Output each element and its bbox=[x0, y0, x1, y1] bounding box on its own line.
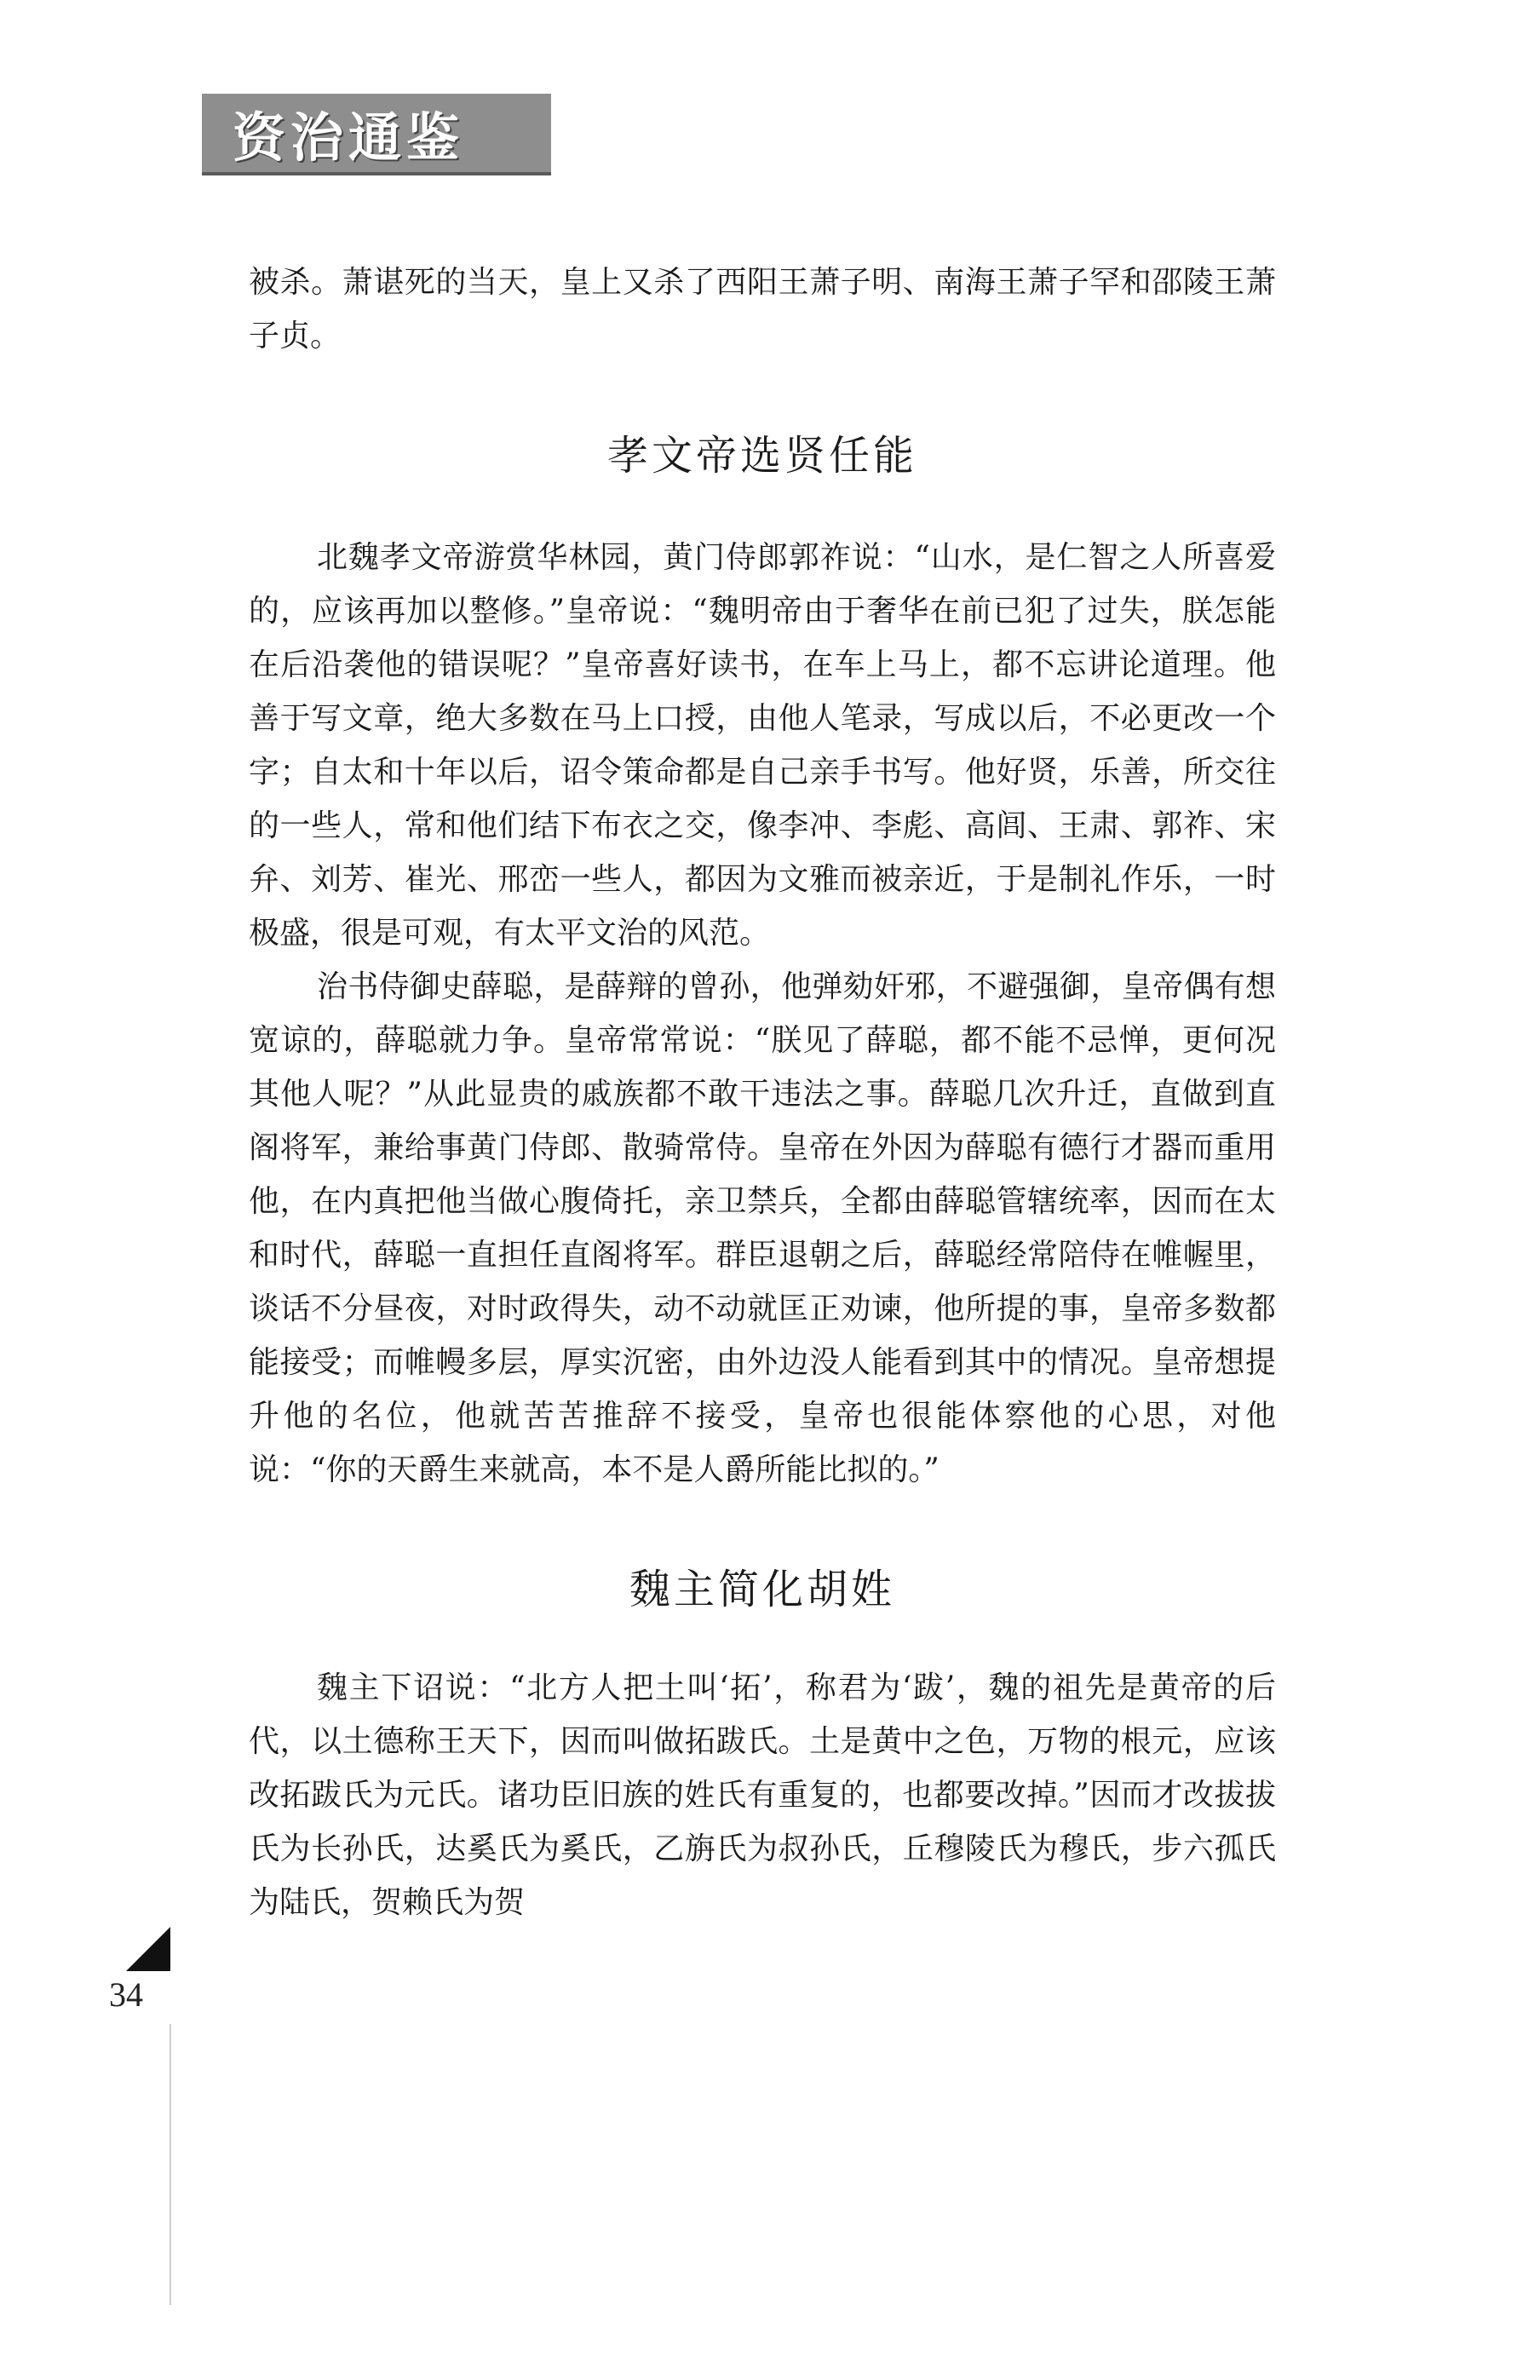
page-content bbox=[249, 256, 1276, 1929]
section2-paragraph-1: 魏主下诏说：“北方人把土叫‘拓’，称君为‘跋’，魏的祖先是黄帝的后代，以土德称王天下，因而叫做拓跋氏。土是黄中之色，万物的根元，应该改拓跋氏为元氏。诸功臣旧族的姓氏有重复的，也都要改掉。”因而才改拔拔氏为长孙氏，达奚氏为奚氏，乙旃氏为叔孙氏，丘穆陵氏为穆氏，步六孤氏为陆氏，贺赖氏为贺 bbox=[249, 1670, 1276, 1920]
section1-paragraph-1: 北魏孝文帝游赏华林园，黄门侍郎郭祚说：“山水，是仁智之人所喜爱的，应该再加以整修。”皇帝说：“魏明帝由于奢华在前已犯了过失，朕怎能在后沿袭他的错误呢？”皇帝喜好读书，在车上马上，都不忘讲论道理。他善于写文章，绝大多数在马上口授，由他人笔录，写成以后，不必更改一个字；自太和十年以后，诏令策命都是自己亲手书写。他好贤，乐善，所交往的一些人，常和他们结下布衣之交，像李冲、李彪、高闾、王肃、郭祚、宋弁、刘芳、崔光、邢峦一些人，都因为文雅而被亲近，于是制礼作乐，一时极盛，很是可观，有太平文治的风范。 bbox=[249, 540, 1276, 951]
margin-rule bbox=[170, 2024, 171, 2305]
book-title-banner bbox=[202, 94, 551, 175]
intro-paragraph: 被杀。萧谌死的当天，皇上又杀了西阳王萧子明、南海王萧子罕和邵陵王萧子贞。 bbox=[249, 265, 1276, 354]
section-title-huxing: 魏主简化胡姓 bbox=[629, 1566, 895, 1613]
page-number: 34 bbox=[109, 1975, 143, 2014]
page-corner-triangle bbox=[126, 1927, 170, 1971]
section-title-xiaowendi: 孝文帝选贤任能 bbox=[606, 432, 917, 480]
book-title: 资治通鉴 bbox=[233, 106, 465, 169]
section1-paragraph-2: 治书侍御史薛聪，是薛辩的曾孙，他弹劾奸邪，不避强御，皇帝偶有想宽谅的，薛聪就力争。皇帝常常说：“朕见了薛聪，都不能不忌惮，更何况其他人呢？”从此显贵的戚族都不敢干违法之事。薛聪几次升迁，直做到直阁将军，兼给事黄门侍郎、散骑常侍。皇帝在外因为薛聪有德行才器而重用他，在内真把他当做心腹倚托，亲卫禁兵，全都由薛聪管辖统率，因而在太和时代，薛聪一直担任直阁将军。群臣退朝之后，薛聪经常陪侍在帷幄里，谈话不分昼夜，对时政得失，动不动就匡正劝谏，他所提的事，皇帝多数都能接受；而帷幔多层，厚实沉密，由外边没人能看到其中的情况。皇帝想提升他的名位，他就苦苦推辞不接受，皇帝也很能体察他的心思，对他说：“你的天爵生来就高，本不是人爵所能比拟的。” bbox=[249, 969, 1276, 1487]
